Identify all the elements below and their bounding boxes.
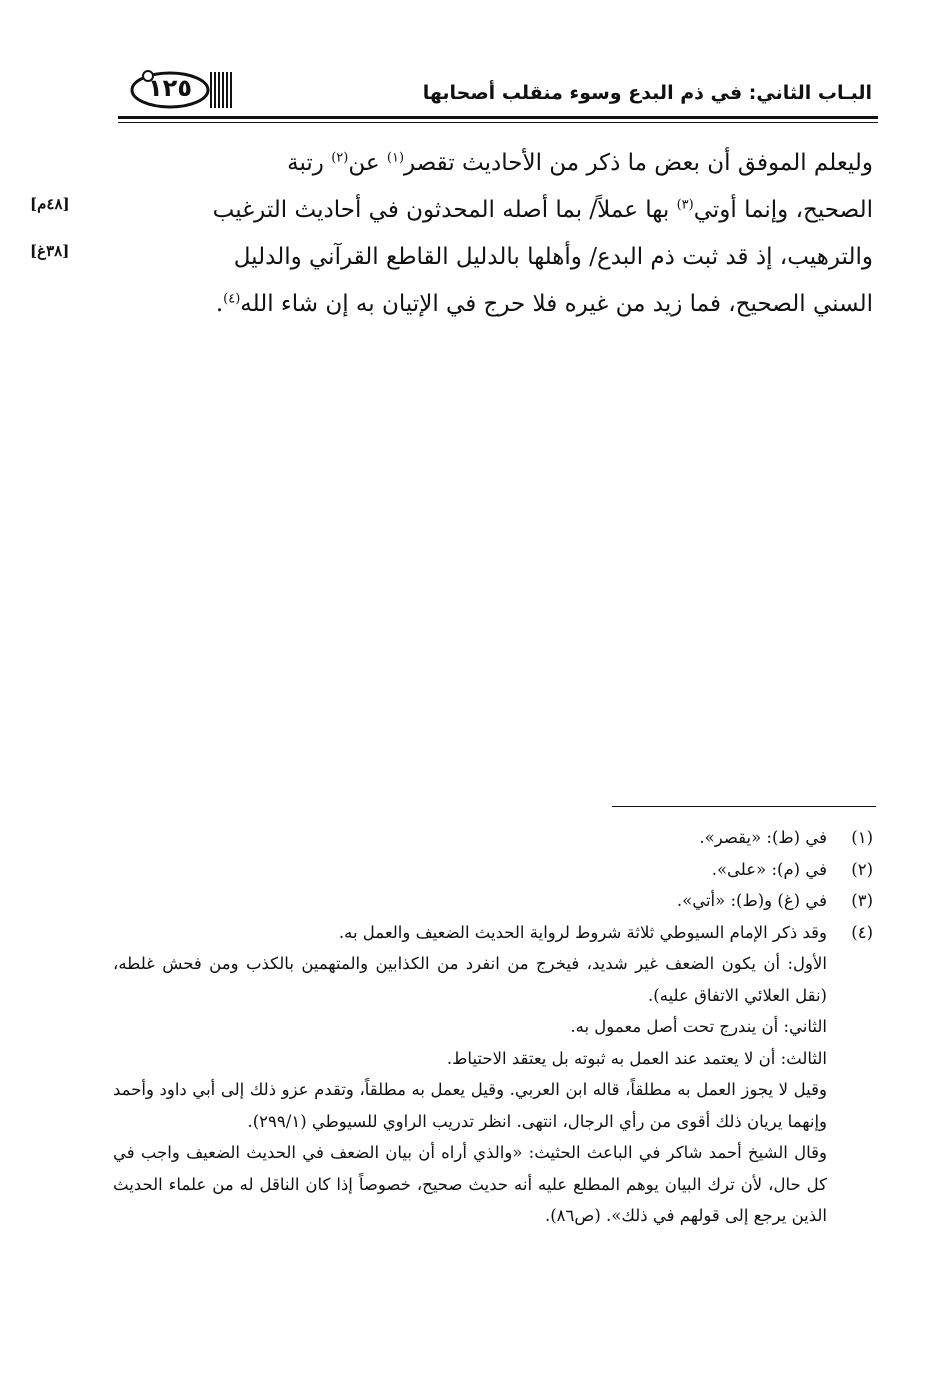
footnote-text: في (غ) و(ط): «أتي». [676,891,827,910]
footnote-4 [113,917,873,949]
footnote-4-opinions: وقيل لا يجوز العمل به مطلقاً، قاله ابن العربي. وقيل يعمل به مطلقاً، وتقدم عزو ذلك إلى أبي داود وأحمد وإنهما يريان ذلك أقوى من رأي الرجال، انتهى. انظر تدريب الراوي للسيوطي (٢٩٩/١). [113,1080,827,1131]
page-number: ١٢٥ [148,74,192,102]
footnote-2 [113,854,873,886]
footnote-number: (٣) [851,891,873,910]
footnote-number: (٢) [851,859,873,879]
footnote-text: في (م): «على». [711,859,827,879]
footnote-1 [113,822,873,854]
footnote-ref-3: (٣) [676,197,694,213]
chapter-title: البـاب الثاني: في ذم البدع وسوء منقلب أصحابها [422,82,872,104]
body-line-4: السني الصحيح، فما زيد من غيره فلا حرج في الإتيان به إن شاء الله$^{(٤)}$. [215,291,873,317]
footnote-4-condition-1: الأول: أن يكون الضعف غير شديد، فيخرج من انفرد من الكذابين والمتهمين بالكذب ومن فحش غلطه، (نقل العلائي الاتفاق عليه). [113,954,827,1005]
footnote-ref-2: (٢) [331,150,349,166]
body-line-2: الصحيح، وإنما أوتي$^{(٣)}$ بها عملاً/ بما أصله المحدثون في أحاديث الترغيب [212,197,873,223]
body-line-1: وليعلم الموفق أن بعض ما ذكر من الأحاديث تقصر$^{(١)}$ عن$^{(٢)}$ رتبة [287,150,873,176]
margin-note-m: [٤٨م] [30,195,70,213]
footnote-number: (١) [851,828,873,847]
header-rule [118,116,878,119]
footnote-text: في (ط): «يقصر». [699,828,827,847]
footnotes [113,822,873,1232]
margin-note-gh: [٣٨غ] [30,242,70,260]
footnote-text: وقد ذكر الإمام السيوطي ثلاثة شروط لرواية الحديث الضعيف والعمل به. [338,922,827,942]
footnote-ref-1: (١) [386,150,405,166]
footnote-4-condition-2: الثاني: أن يندرج تحت أصل معمول به. [570,1017,827,1036]
page-number-badge [130,70,234,110]
header-rule-thin [118,122,878,123]
footnote-3 [113,885,873,917]
page-header [118,62,878,120]
footnote-4-condition-3: الثالث: أن لا يعتمد عند العمل به ثبوته بل يعتقد الاحتياط. [446,1048,827,1068]
footnote-separator [612,806,876,807]
footnote-number: (٤) [851,922,873,942]
main-text [128,140,873,328]
footnote-4-shakir-quote: وقال الشيخ أحمد شاكر في الباعث الحثيث: «والذي أراه أن بيان الضعف في الحديث الضعيف واجب في كل حال، لأن ترك البيان يوهم المطلع عليه أنه حديث صحيح، خصوصاً إذا كان الناقل له من علماء الحديث الذين يرجع إلى قولهم في ذلك». (ص٨٦). [113,1143,827,1225]
footnote-ref-4: (٤) [223,291,241,307]
body-line-3: والترهيب، إذ قد ثبت ذم البدع/ وأهلها بالدليل القاطع القرآني والدليل [233,244,873,270]
